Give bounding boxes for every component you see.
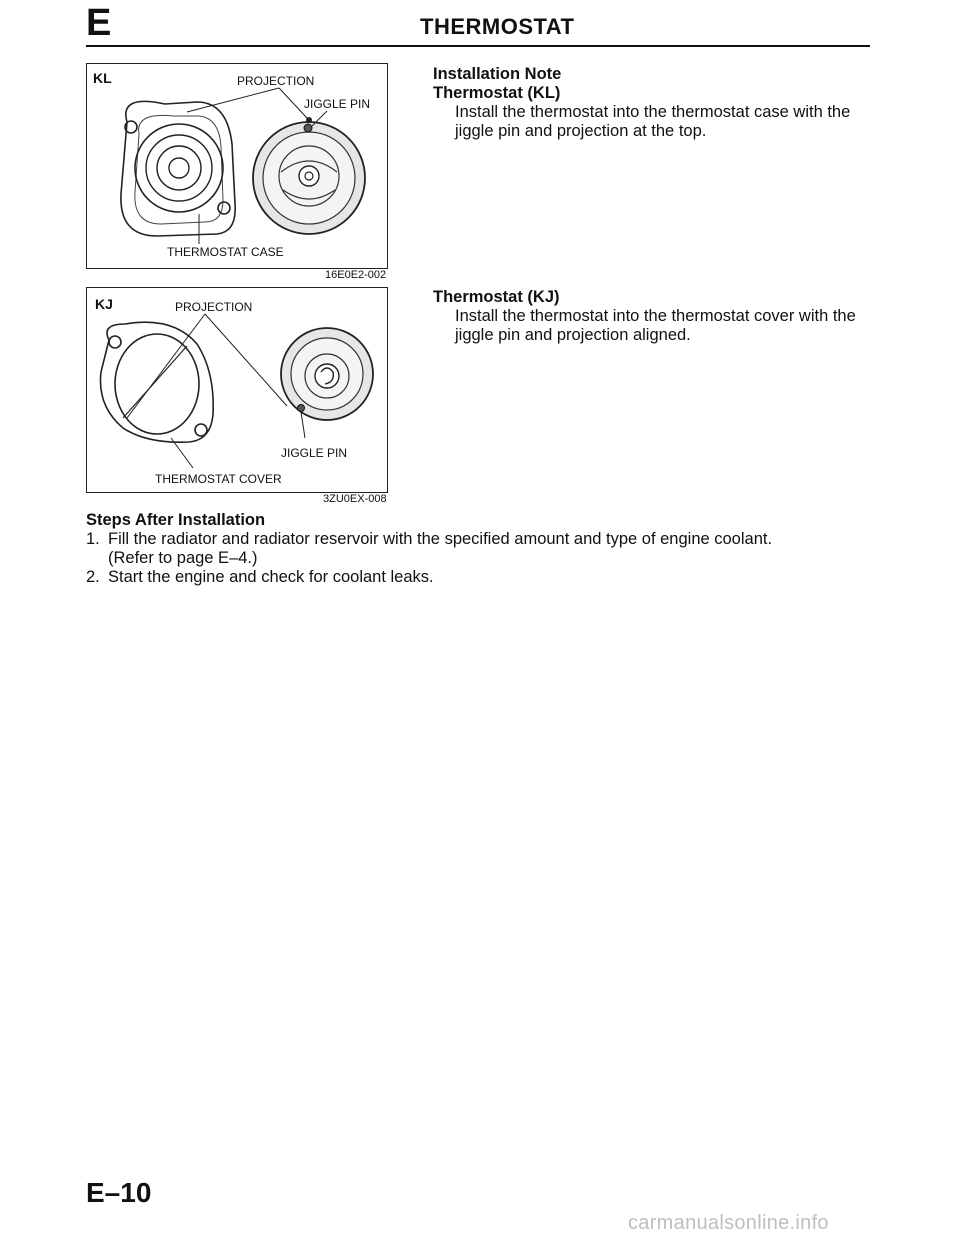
kl-bolt-hole-right	[218, 202, 230, 214]
kl-projection-leader	[187, 88, 279, 112]
kj-projection-label: PROJECTION	[175, 300, 253, 314]
kl-case-ring-mid	[146, 135, 212, 201]
kl-diagram	[87, 64, 387, 268]
kj-cover-flange	[100, 322, 213, 442]
kj-cover-diagonal	[123, 346, 187, 418]
kl-case-center	[169, 158, 189, 178]
kj-cover-label: THERMOSTAT COVER	[155, 472, 282, 486]
step-2-line-1: Start the engine and check for coolant leaks.	[108, 568, 434, 586]
kj-jiggle-leader	[301, 412, 305, 438]
thermostat-kj-heading: Thermostat (KJ)	[433, 288, 560, 306]
kl-case-ring-outer	[135, 124, 223, 212]
figure-kj	[86, 287, 388, 505]
figure-kj-tag: KJ	[95, 296, 113, 312]
kl-case-outline-inner	[135, 115, 223, 224]
kj-bolt-hole-left	[109, 336, 121, 348]
kj-projection-leader	[127, 314, 205, 418]
step-1-line-2: (Refer to page E–4.)	[108, 549, 258, 567]
thermostat-kl-heading: Thermostat (KL)	[433, 84, 561, 102]
kj-bolt-hole-right	[195, 424, 207, 436]
thermostat-kj-line-1: Install the thermostat into the thermostat cover with the	[455, 307, 856, 325]
section-letter: E	[86, 2, 112, 44]
installation-note-heading: Installation Note	[433, 65, 562, 83]
steps-heading: Steps After Installation	[86, 511, 266, 529]
page-number: E–10	[86, 1177, 152, 1208]
kj-projection-leader-2	[205, 314, 287, 406]
kl-case-flange	[121, 101, 235, 236]
kj-jiggle-pin-label: JIGGLE PIN	[281, 446, 348, 460]
kl-projection-leader-2	[279, 88, 307, 118]
thermostat-kj-line-2: jiggle pin and projection aligned.	[455, 326, 691, 344]
kl-case-label: THERMOSTAT CASE	[167, 245, 284, 259]
kl-case-ring-inner	[157, 146, 201, 190]
kj-diagram	[87, 288, 387, 492]
figure-kl-tag: KL	[93, 70, 112, 86]
figure-kl	[86, 63, 388, 281]
thermostat-kl-line-1: Install the thermostat into the thermostat case with the	[455, 103, 851, 121]
step-2-number: 2.	[86, 568, 100, 586]
kl-projection-label: PROJECTION	[237, 74, 315, 88]
page-title: THERMOSTAT	[420, 14, 575, 39]
kj-jiggle-pin	[298, 405, 305, 412]
watermark: carmanualsonline.info	[628, 1212, 829, 1234]
step-1-number: 1.	[86, 530, 100, 548]
figure-kj-code: 3ZU0EX-008	[323, 493, 387, 505]
kl-thermostat-pellet	[299, 166, 319, 186]
kj-cover-opening	[115, 334, 199, 434]
thermostat-kl-line-2: jiggle pin and projection at the top.	[455, 122, 707, 140]
kl-jiggle-pin	[304, 124, 312, 132]
header-divider	[86, 45, 870, 47]
step-1-line-1: Fill the radiator and radiator reservoir with the specified amount and type of engine coolant.	[108, 530, 773, 548]
kl-jiggle-pin-label: JIGGLE PIN	[304, 97, 371, 111]
figure-kl-code: 16E0E2-002	[325, 269, 387, 281]
